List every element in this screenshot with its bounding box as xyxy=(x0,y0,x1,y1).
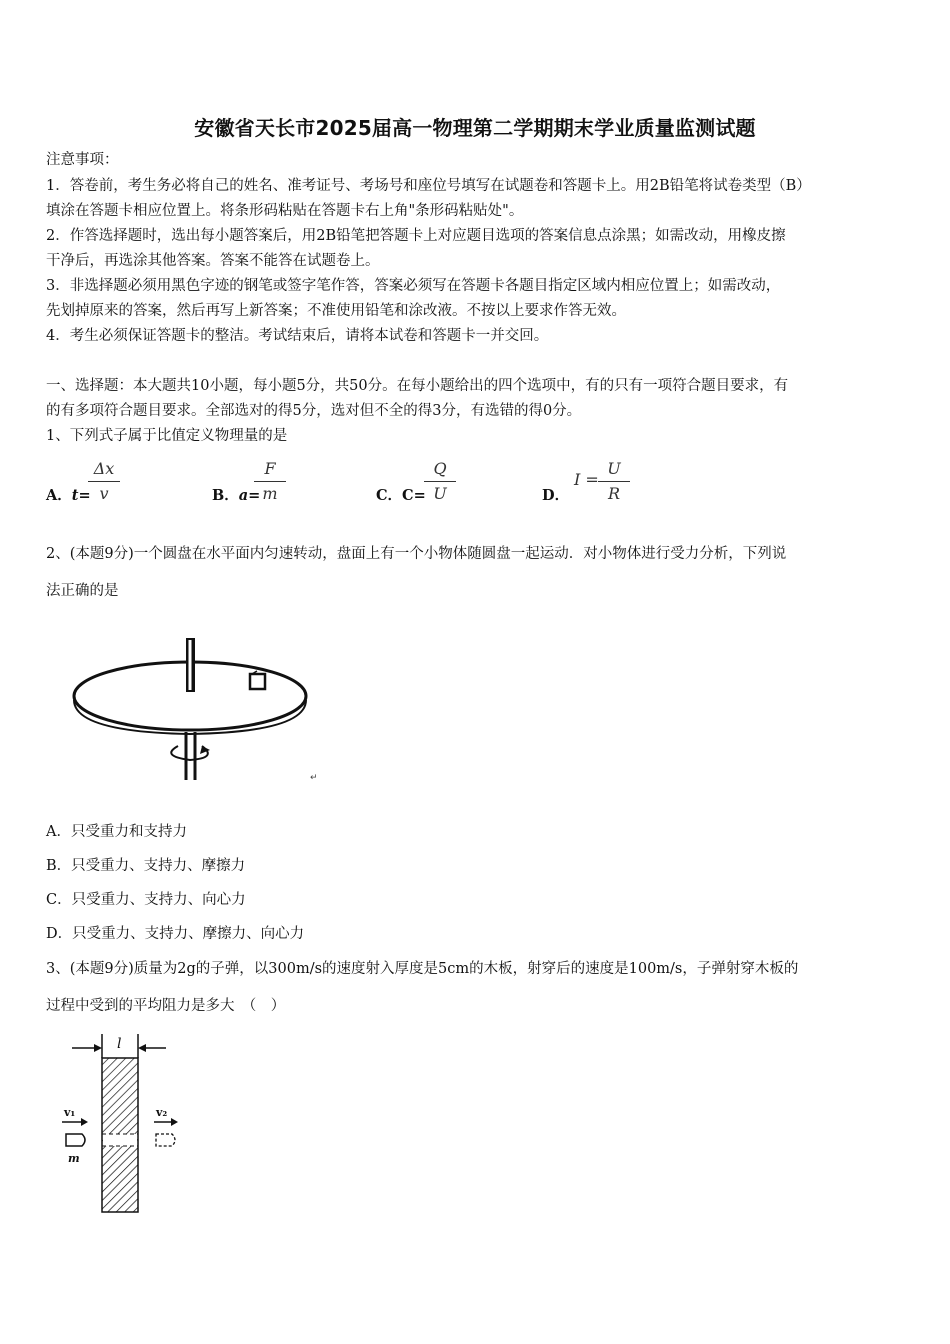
numerator: Δx xyxy=(93,459,115,478)
bullet-plank-figure xyxy=(60,1030,190,1220)
notice-line: 2．作答选择题时，选出每小题答案后，用2B铅笔把答题卡上对应题目选项的答案信息点涂黑；如需改动，用橡皮擦 xyxy=(46,228,786,244)
fraction xyxy=(250,458,290,505)
option-label: D． xyxy=(542,487,570,504)
question-2-option-c[interactable]: C．只受重力、支持力、向心力 xyxy=(46,892,246,908)
option-variable: t= xyxy=(71,487,91,504)
question-1-options xyxy=(46,458,906,510)
question-2-option-b[interactable]: B．只受重力、支持力、摩擦力 xyxy=(46,858,246,874)
velocity-out-label: v₂ xyxy=(156,1106,168,1119)
svg-text:↵: ↵ xyxy=(310,773,318,783)
question-2-stem: 2、(本题9分)一个圆盘在水平面内匀速转动，盘面上有一个小物体随圆盘一起运动．对小物体进行受力分析，下列说 xyxy=(46,546,787,562)
notice-line: 干净后，再选涂其他答案。答案不能答在试题卷上。 xyxy=(46,253,380,269)
denominator: m xyxy=(262,484,278,503)
option-label: A． xyxy=(46,487,72,504)
question-1-stem: 1、下列式子属于比值定义物理量的是 xyxy=(46,428,288,444)
notice-line: 3．非选择题必须用黑色字迹的钢笔或签字笔作答，答案必须写在答题卡各题目指定区域内相应位置上；如需改动， xyxy=(46,278,781,294)
notice-line: 填涂在答题卡相应位置上。将条形码粘贴在答题卡右上角"条形码粘贴处"。 xyxy=(46,203,524,219)
option-variable: a= xyxy=(238,487,261,504)
question-2-stem-cont: 法正确的是 xyxy=(46,583,119,599)
option-label: C． xyxy=(376,487,403,504)
fraction xyxy=(594,458,634,505)
thickness-label: l xyxy=(117,1036,122,1052)
question-3-stem-cont: 过程中受到的平均阻力是多大 （ ） xyxy=(46,998,286,1014)
rotating-disc-figure xyxy=(60,628,340,788)
notice-line: 4．考生必须保证答题卡的整洁。考试结束后，请将本试卷和答题卡一并交回。 xyxy=(46,328,549,344)
numerator: F xyxy=(264,459,276,478)
denominator: R xyxy=(607,484,621,503)
fraction xyxy=(420,458,460,505)
page-title: 安徽省天长市2025届高一物理第二学期期末学业质量监测试题 xyxy=(194,116,756,140)
section-instructions: 的有多项符合题目要求。全部选对的得5分，选对但不全的得3分，有选错的得0分。 xyxy=(46,403,582,419)
denominator: U xyxy=(433,484,447,503)
notice-heading: 注意事项： xyxy=(46,152,119,168)
notice-line: 先划掉原来的答案，然后再写上新答案；不准使用铅笔和涂改液。不按以上要求作答无效。 xyxy=(46,303,626,319)
question-2-option-d[interactable]: D．只受重力、支持力、摩擦力、向心力 xyxy=(46,926,305,942)
mass-label: m xyxy=(68,1152,80,1165)
option-variable: C= xyxy=(402,487,426,504)
velocity-in-label: v₁ xyxy=(64,1106,76,1119)
denominator: v xyxy=(99,484,109,503)
section-instructions: 一、选择题：本大题共10小题，每小题5分，共50分。在每小题给出的四个选项中，有的只有一项符合题目要求，有 xyxy=(46,378,789,394)
numerator: U xyxy=(607,459,621,478)
option-variable: I = xyxy=(574,470,599,489)
option-label: B． xyxy=(212,487,239,504)
fraction xyxy=(84,458,124,505)
notice-line: 1．答卷前，考生务必将自己的姓名、准考证号、考场号和座位号填写在试题卷和答题卡上。用2B铅笔将试卷类型（B） xyxy=(46,178,811,194)
numerator: Q xyxy=(433,459,447,478)
question-2-option-a[interactable]: A．只受重力和支持力 xyxy=(46,824,187,840)
question-3-stem: 3、(本题9分)质量为2g的子弹，以300m/s的速度射入厚度是5cm的木板，射穿后的速度是100m/s，子弹射穿木板的 xyxy=(46,961,799,977)
